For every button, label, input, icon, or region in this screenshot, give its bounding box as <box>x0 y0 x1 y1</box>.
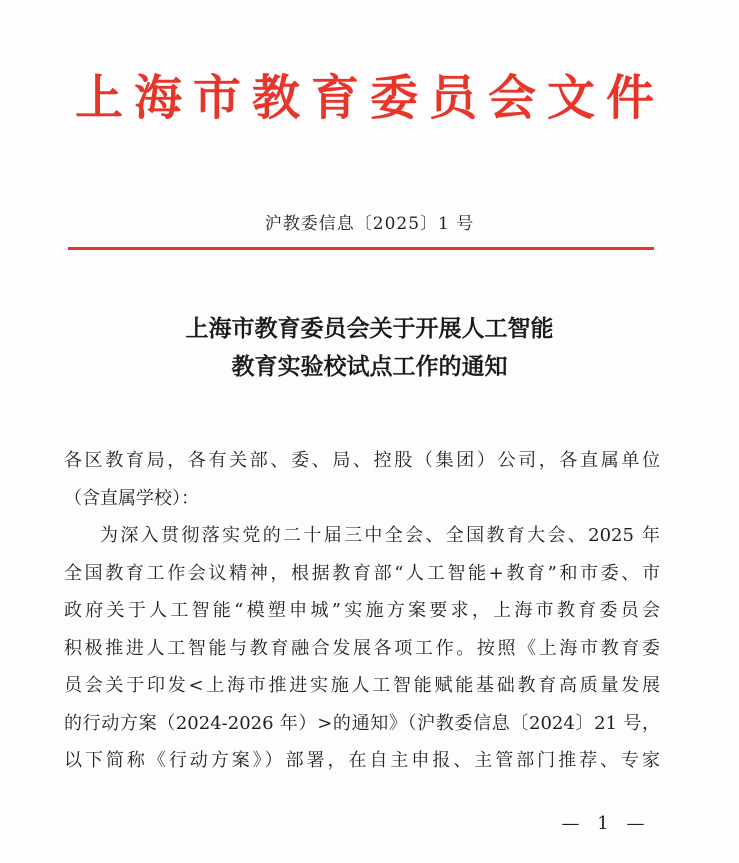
document-title <box>0 310 739 386</box>
paragraph-line-4: 积极推进人工智能与教育融合发展各项工作。按照《上海市教育委 <box>64 637 660 659</box>
paragraph-line-3: 政府关于人工智能“模塑申城”实施方案要求，上海市教育委员会 <box>64 600 660 621</box>
salutation-line-1: 各区教育局，各有关部、委、局、控股（集团）公司，各直属单位 <box>64 450 660 471</box>
paragraph-line-6: 的行动方案（2024-2026 年）>的通知》（沪教委信息〔2024〕21 号， <box>64 712 660 734</box>
document-body <box>64 442 660 780</box>
page-number: — 1 — <box>561 813 651 834</box>
masthead-title: 上海市教育委员会文件 <box>74 70 665 126</box>
document-title-line-1: 上海市教育委员会关于开展人工智能 <box>185 315 554 342</box>
document-number: 沪教委信息〔2025〕1 号 <box>264 214 475 234</box>
document-title-line-2: 教育实验校试点工作的通知 <box>231 353 508 380</box>
paragraph-line-7: 以下简称《行动方案》）部署，在自主申报、主管部门推荐、专家 <box>64 750 660 771</box>
paragraph-line-1: 为深入贯彻落实党的二十届三中全会、全国教育大会、2025 年 <box>100 525 660 546</box>
red-divider-line <box>68 247 654 250</box>
salutation-line-2: （含直属学校）： <box>64 487 199 509</box>
paragraph-line-2: 全国教育工作会议精神，根据教育部“人工智能+教育”和市委、市 <box>64 562 660 584</box>
paragraph-line-5: 员会关于印发<上海市推进实施人工智能赋能基础教育高质量发展 <box>64 675 660 696</box>
